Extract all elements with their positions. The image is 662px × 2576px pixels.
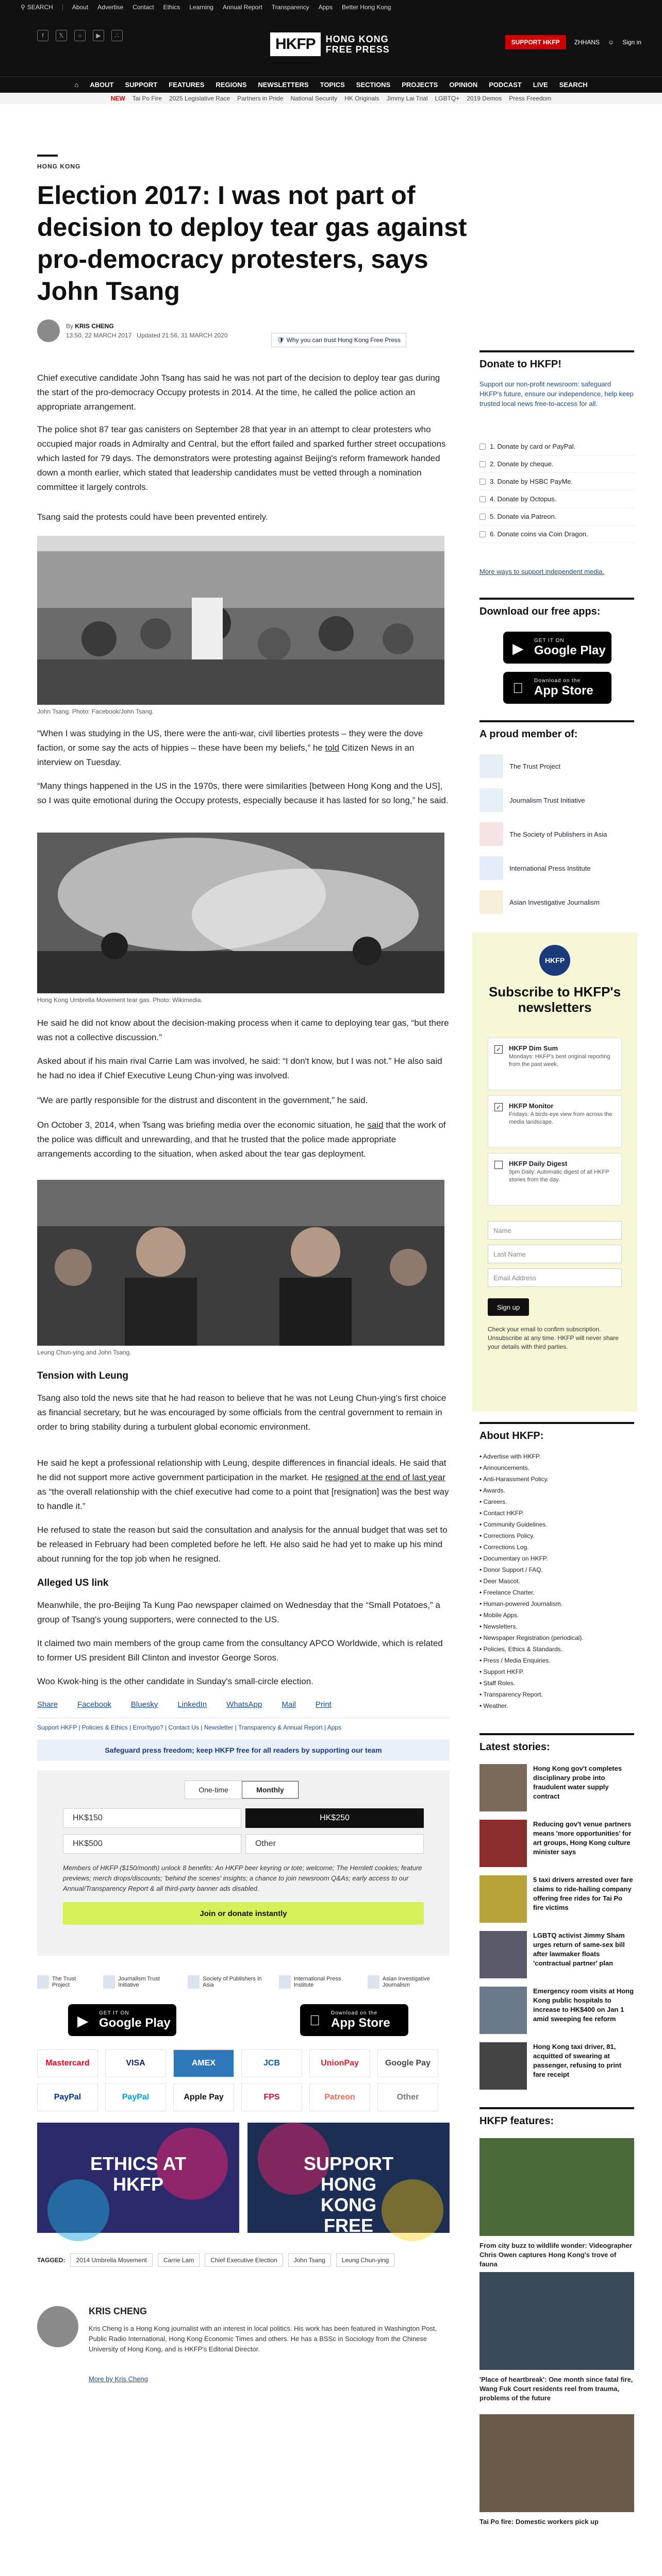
author-name[interactable]: KRIS CHENG <box>89 2306 147 2316</box>
topbar-link-advertise[interactable]: Advertise <box>97 4 124 11</box>
feature-story[interactable]: Tai Po fire: Domestic workers pick up <box>479 2414 634 2527</box>
story-thumbnail <box>479 1820 527 1867</box>
section-heading: Alleged US link <box>37 1578 109 1588</box>
article-paragraph: Tsang also told the news site that he had reason to believe that he was not Leung Chun-ying's first choice as financial secretary, but he was encouraged by some officials from the central government to remain in order to bring stability during a turbulent global economic environment. <box>37 1393 446 1432</box>
said-link[interactable]: said <box>367 1120 384 1130</box>
promo-support[interactable] <box>247 2123 450 2257</box>
member-trust-project[interactable]: The Trust Project <box>479 754 560 778</box>
share-facebook[interactable]: Facebook <box>77 1700 111 1709</box>
user-icon[interactable]: ☺ <box>608 39 615 46</box>
trending-link[interactable]: National Security <box>290 95 338 102</box>
about-link[interactable]: • Support HKFP. <box>479 1666 634 1677</box>
amount-option[interactable]: HK$150 <box>63 1808 241 1828</box>
newsletter-option[interactable]: ✓ HKFP Monitor Fridays: A birds-eye view from across the media landscape. <box>488 1095 622 1148</box>
about-link[interactable]: • Transparency Report. <box>479 1689 634 1700</box>
article-paragraph: He said he did not know about the decision-making process when it came to deploying tear gas, “but there was not a collective discussion.” <box>37 1018 449 1042</box>
app-store-button[interactable]: Download on the App Store <box>300 2004 408 2036</box>
photo-john-tsang <box>37 536 444 705</box>
story-thumbnail <box>479 1875 527 1923</box>
article-paragraph: The police shot 87 tear gas canisters on September 28 that year in an attempt to clear protesters who occupied major roads in Admiralty and Central, but the effort failed and sparked further street occupations which lasted for 79 days. The demonstrators were protesting against Beijing's reform framework handed down a month earlier, which stated that leadership candidates must be vetted through a nomination committee it largely controls. <box>37 425 446 492</box>
nav-features[interactable]: FEATURES <box>169 81 205 89</box>
nav-live[interactable]: LIVE <box>533 81 548 89</box>
share-bluesky[interactable]: Bluesky <box>130 1700 158 1709</box>
shield-icon: 🛡 <box>277 336 285 344</box>
share-print[interactable]: Print <box>315 1700 332 1709</box>
about-link[interactable]: • Policies, Ethics & Standards. <box>479 1643 634 1655</box>
amount-other[interactable]: Other <box>245 1834 424 1854</box>
topbar-link-apps[interactable]: Apps <box>318 4 333 11</box>
newsletter-option[interactable]: HKFP Daily Digest 9pm Daily: Automatic digest of all HKFP stories from the day. <box>488 1153 622 1206</box>
unionpay-icon: UnionPay <box>309 2049 370 2077</box>
trending-link[interactable]: HK Originals <box>344 95 379 102</box>
latest-story[interactable]: Hong Kong gov't completes disciplinary probe into fraudulent water supply contract <box>479 1764 634 1815</box>
article-paragraph: Tsang said the protests could have been prevented entirely. <box>37 512 268 522</box>
tag[interactable]: Chief Executive Election <box>205 2253 283 2267</box>
topbar-link-about[interactable]: About <box>72 4 89 11</box>
nav-regions[interactable]: REGIONS <box>216 81 247 89</box>
member-ipi[interactable]: International Press Institute <box>479 856 591 880</box>
frequency-monthly[interactable]: Monthly <box>242 1781 299 1799</box>
tag[interactable]: Carrie Lam <box>158 2253 200 2267</box>
facebook-icon[interactable]: f <box>37 30 48 41</box>
latest-story[interactable]: LGBTQ activist Jimmy Sham urges return of same-sex bill after lawmaker floats 'contractual partner' plan <box>479 1931 634 1981</box>
sidebar-rule <box>479 598 634 600</box>
byline: By KRIS CHENG 13:50, 22 MARCH 2017 Updated 21:56, 31 MARCH 2020 <box>37 319 228 342</box>
safeguard-banner[interactable]: Safeguard press freedom; keep HKFP free for all readers by supporting our team <box>37 1739 450 1761</box>
share-mail[interactable]: Mail <box>282 1700 296 1709</box>
article-paragraph: Meanwhile, the pro-Beijing Ta Kung Pao newspaper claimed on Wednesday that the “Small Potatoes,” a group of Tsang's young supporters, were connected to the US. <box>37 1600 440 1624</box>
partner-sopa[interactable]: Society of Publishers in Asia <box>188 1975 265 1989</box>
about-link[interactable]: • Awards. <box>479 1485 634 1496</box>
donate-intro[interactable]: Support our non-profit newsroom: safeguard HKFP's future, ensure our independence, help keep trusted local news free-to-access for all. <box>479 380 634 408</box>
about-heading: About HKFP: <box>479 1430 544 1442</box>
article-paragraph: He refused to state the reason but said the consultation and analysis for the annual budget that was set to be released in February had been completed before he left. He also said he had yet to make up his mind about running for the top job when he resigned. <box>37 1525 448 1564</box>
author-bio: Kris Cheng is a Hong Kong journalist with an interest in local politics. His work has been featured in Washington Post, Public Radio International, Hong Kong Economic Times and others. He has a BSSc in Sociology from the Chinese University of Hong Kong, and is HKFP's Editorial Director. <box>89 2325 437 2353</box>
sidebar-rule <box>479 350 634 352</box>
search-link[interactable]: ⚲ SEARCH <box>21 4 53 11</box>
language-switch[interactable]: ZHHANS <box>574 39 600 46</box>
about-link[interactable]: • Careers. <box>479 1496 634 1507</box>
author-name[interactable]: KRIS CHENG <box>75 323 114 330</box>
name-input[interactable]: Name <box>488 1221 622 1240</box>
about-link[interactable]: • Newsletters. <box>479 1621 634 1632</box>
brand-header <box>0 14 662 76</box>
latest-story[interactable]: Hong Kong taxi driver, 81, acquitted of swearing at passenger, refusing to print fare receipt <box>479 2042 634 2093</box>
sidebar-rule <box>479 2107 634 2109</box>
partner-trust-project[interactable]: The Trust Project <box>37 1975 90 1989</box>
latest-heading: Latest stories: <box>479 1741 550 1753</box>
visa-icon: VISA <box>105 2049 166 2077</box>
fps-icon: FPS <box>241 2083 302 2111</box>
hkfp-badge: HKFP <box>539 945 570 976</box>
donate-option[interactable]: 6. Donate coins via Coin Dragon. <box>479 526 634 543</box>
partner-logos <box>37 1975 450 1989</box>
trending-link[interactable]: 2025 Legislative Race <box>169 95 230 102</box>
photo-caption: Leung Chun-ying and John Tsang. <box>37 1349 131 1356</box>
email-input[interactable]: Email Address <box>488 1268 622 1287</box>
search-icon: ⚲ <box>21 4 25 11</box>
nav-projects[interactable]: PROJECTS <box>402 81 438 89</box>
section-heading: Tension with Leung <box>37 1370 128 1381</box>
trending-link[interactable]: Partners in Pride <box>237 95 284 102</box>
resigned-link[interactable]: resigned at the end of last year <box>325 1472 445 1482</box>
google-pay-icon: Google Pay <box>377 2049 438 2077</box>
member-heading: A proud member of: <box>479 728 578 740</box>
checkbox-checked[interactable]: ✓ <box>494 1103 503 1111</box>
site-logo[interactable] <box>270 29 392 60</box>
promo-title: SUPPORT HONG KONG FREE PRESS <box>303 2153 394 2257</box>
patreon-icon: Patreon <box>309 2083 370 2111</box>
top-utility-bar <box>0 0 662 14</box>
nav-opinion[interactable]: OPINION <box>449 81 478 89</box>
about-links <box>479 1451 634 1711</box>
nav-sections[interactable]: SECTIONS <box>356 81 391 89</box>
divider <box>62 4 63 10</box>
about-link[interactable]: • Deer Mascot. <box>479 1575 634 1587</box>
article-paragraph: “When I was studying in the US, there were the anti-war, civil liberties protests – they were the dove faction, or some say the acts of hippies – these have been my beliefs,” he told Citizen News in an interview on Tuesday. <box>37 728 423 767</box>
x-icon[interactable]: 𝕏 <box>56 30 67 41</box>
photo-caption: John Tsang. Photo: Facebook/John Tsang. <box>37 708 154 715</box>
promo-title: ETHICS AT HKFP <box>90 2153 186 2195</box>
frequency-toggle <box>185 1781 299 1799</box>
apple-pay-icon: Apple Pay <box>173 2083 234 2111</box>
main-nav <box>0 76 662 93</box>
about-link[interactable]: • Mobile Apps. <box>479 1609 634 1621</box>
article-paragraph: Asked about if his main rival Carrie Lam was involved, he said: “I don't know, but I was not.” He also said he had no idea if Chief Executive Leung Chun-ying was involved. <box>37 1056 442 1080</box>
tag[interactable]: John Tsang <box>288 2253 331 2267</box>
checkbox-checked[interactable]: ✓ <box>494 1045 503 1054</box>
share-linkedin[interactable]: LinkedIn <box>177 1700 207 1709</box>
sidebar-rule <box>479 720 634 722</box>
about-link[interactable]: • Press / Media Enquiries. <box>479 1655 634 1666</box>
publish-date: 13:50, 22 MARCH 2017 <box>66 332 132 339</box>
about-link[interactable]: • Corrections Log. <box>479 1541 634 1553</box>
about-link[interactable]: • Freelance Charter. <box>479 1587 634 1598</box>
features-heading: HKFP features: <box>479 2115 554 2127</box>
sidebar-google-play-button[interactable]: ▶ GET IT ON Google Play <box>503 632 611 664</box>
member-jti[interactable]: Journalism Trust Initiative <box>479 788 585 812</box>
about-link[interactable]: • Donor Support / FAQ. <box>479 1564 634 1575</box>
article-paragraph: Woo Kwok-hing is the other candidate in Sunday's small-circle election. <box>37 1676 313 1686</box>
trust-badge[interactable]: 🛡 Why you can trust Hong Kong Free Press <box>271 333 406 347</box>
topbar-link-contact[interactable]: Contact <box>133 4 154 11</box>
about-link[interactable]: • Staff Roles. <box>479 1677 634 1689</box>
nav-podcast[interactable]: PODCAST <box>489 81 522 89</box>
support-hkfp-button[interactable]: SUPPORT HKFP <box>505 35 566 49</box>
new-label: NEW <box>110 95 125 102</box>
article-paragraph: “Many things happened in the US in the 1970s, there were similarities [between Hong Kong and the US], so I was quite emotional during the Occupy protests, especially because it has lasted for so long,” he said. <box>37 781 449 805</box>
member-sopa[interactable]: The Society of Publishers in Asia <box>479 822 607 846</box>
article-paragraph: He said he kept a professional relationship with Leung, despite differences in financial ideals. He said that he did not support more active government participation in the market. He resigned at the end of last year as “the overall relationship with the chief executive had come to a point that [resignation] was the best way to handle it.” <box>37 1458 449 1511</box>
google-play-button[interactable]: ▶ GET IT ON Google Play <box>68 2004 176 2036</box>
topbar-link-transparency[interactable]: Transparency <box>271 4 309 11</box>
about-link[interactable]: • Contact HKFP. <box>479 1507 634 1519</box>
checkbox[interactable] <box>494 1161 503 1169</box>
paypal-icon: PayPal <box>37 2083 98 2111</box>
tag[interactable]: Leung Chun-ying <box>336 2253 394 2267</box>
mastercard-icon: Mastercard <box>37 2049 98 2077</box>
membership-note: Members of HKFP ($150/month) unlock 8 benefits: An HKFP beer keyring or tote; welcome; The Hemlett cookies; feature previews; merch drops/discounts; 'behind the scenes' insights; a chance to join newsroom Q&As; early access to our Annual/Transparency Report & all third-party banner ads disabled. <box>63 1864 422 1892</box>
topbar-link-annual-report[interactable]: Annual Report <box>222 4 262 11</box>
article-paragraph: It claimed two main members of the group came from the consultancy APCO Worldwide, which is related to former US president Bill Clinton and investor George Soros. <box>37 1638 443 1663</box>
about-link[interactable]: • Advertise with HKFP. <box>479 1451 634 1462</box>
about-link[interactable]: • Newspaper Registration (periodical). <box>479 1632 634 1643</box>
donate-option[interactable]: 4. Donate by Octopus. <box>479 490 634 508</box>
promo-ethics[interactable] <box>37 2123 239 2233</box>
told-link[interactable]: told <box>325 743 339 753</box>
donate-option[interactable]: 1. Donate by card or PayPal. <box>479 438 634 455</box>
author-avatar <box>37 319 60 342</box>
donate-options <box>479 438 634 543</box>
apple-icon <box>309 2012 320 2029</box>
sidebar-rule <box>479 1422 634 1424</box>
feature-story[interactable]: 'Place of heartbreak': One month since fatal fire, Wang Fuk Court residents reel from trauma, problems of the future <box>479 2272 634 2403</box>
donate-option[interactable]: 5. Donate via Patreon. <box>479 508 634 526</box>
last-name-input[interactable]: Last Name <box>488 1245 622 1263</box>
feature-image <box>479 2138 634 2236</box>
donate-widget <box>37 1770 450 1956</box>
more-by-author-link[interactable]: More by Kris Cheng <box>89 2375 148 2383</box>
apple-icon <box>512 680 523 697</box>
other-payment-icon: Other <box>377 2083 438 2111</box>
social-icons <box>37 30 123 41</box>
about-link[interactable]: • Weather. <box>479 1700 634 1711</box>
article-category[interactable]: HONG KONG <box>37 163 81 170</box>
share-button[interactable]: Share <box>37 1700 58 1709</box>
feature-image <box>479 2414 634 2512</box>
nav-support[interactable]: SUPPORT <box>125 81 158 89</box>
photo-tear-gas <box>37 833 444 993</box>
article-paragraph: “We are partly responsible for the distrust and discontent in the government,” he said. <box>37 1095 368 1105</box>
sign-up-button[interactable]: Sign up <box>488 1298 529 1316</box>
nav-about[interactable]: ABOUT <box>90 81 114 89</box>
newsletter-note: Check your email to confirm subscription. Unsubscribe at any time. HKFP will never share your details with third parties. <box>488 1326 619 1350</box>
google-play-icon: ▶ <box>512 640 524 656</box>
latest-story[interactable]: 5 taxi drivers arrested over fare claims to ride-hailing company offering free rides for Tai Po fire victims <box>479 1875 634 1926</box>
donate-option[interactable]: 3. Donate by HSBC PayMe. <box>479 473 634 490</box>
about-link[interactable]: • Announcements. <box>479 1462 634 1473</box>
donate-option[interactable]: 2. Donate by cheque. <box>479 455 634 473</box>
trending-link[interactable]: Press Freedom <box>509 95 552 102</box>
youtube-icon[interactable]: ▶ <box>93 30 104 41</box>
latest-story[interactable]: Reducing gov't venue partners means 'more opportunities' for art groups, Hong Kong culture minister says <box>479 1820 634 1870</box>
photo-caption: Hong Kong Umbrella Movement tear gas. Photo: Wikimedia. <box>37 996 203 1004</box>
nav-search[interactable]: SEARCH <box>559 81 588 89</box>
logo-words: HONG KONG FREE PRESS <box>325 34 390 55</box>
nav-topics[interactable]: TOPICS <box>320 81 345 89</box>
member-aij[interactable]: Asian Investigative Journalism <box>479 890 600 914</box>
about-link[interactable]: • Anti-Harassment Policy. <box>479 1473 634 1485</box>
rss-icon[interactable]: ∴ <box>111 30 123 41</box>
partner-jti[interactable]: Journalism Trust Initiative <box>103 1975 174 1989</box>
instagram-icon[interactable]: ○ <box>74 30 86 41</box>
tags-label: TAGGED: <box>37 2257 65 2264</box>
nav-home-icon[interactable]: ⌂ <box>74 81 79 89</box>
paypal-icon: PayPal <box>105 2083 166 2111</box>
sign-in-link[interactable]: Sign in <box>622 39 641 46</box>
article-paragraph: On October 3, 2014, when Tsang was briefing media over the economic situation, he said that the work of the police was difficult and unrewarding, and that he trusted that the police made appropriate arrangements according to the situation, when asked about the tear gas deployment. <box>37 1120 446 1159</box>
share-whatsapp[interactable]: WhatsApp <box>226 1700 262 1709</box>
about-link[interactable]: • Corrections Policy. <box>479 1530 634 1541</box>
story-thumbnail <box>479 1764 527 1811</box>
updated-date: Updated 21:56, 31 MARCH 2020 <box>137 332 228 339</box>
latest-story[interactable]: Emergency room visits at Hong Kong public hospitals to increase to HK$400 on Jan 1 amid sweeping fee reform <box>479 1987 634 2037</box>
photo-leung-tsang <box>37 1180 444 1346</box>
partner-ipi[interactable]: International Press Institute <box>279 1975 354 1989</box>
header-actions <box>505 35 641 49</box>
jcb-icon: JCB <box>241 2049 302 2077</box>
more-ways-link[interactable]: More ways to support independent media. <box>479 568 605 575</box>
story-thumbnail <box>479 1987 527 2034</box>
author-avatar <box>37 2306 78 2347</box>
topbar-link-learning[interactable]: Learning <box>189 4 213 11</box>
photo-image <box>37 536 444 705</box>
newsletter-title: Subscribe to HKFP's newsletters <box>488 984 621 1015</box>
payment-methods <box>37 2049 450 2111</box>
frequency-one-time[interactable]: One-time <box>198 1786 228 1794</box>
about-link[interactable]: • Community Guidelines. <box>479 1519 634 1530</box>
trending-link[interactable]: Tai Po Fire <box>132 95 162 102</box>
feature-image <box>479 2272 634 2370</box>
trending-link[interactable]: 2019 Demos <box>467 95 502 102</box>
topbar-link-ethics[interactable]: Ethics <box>163 4 180 11</box>
apps-heading: Download our free apps: <box>479 606 601 617</box>
amount-option-selected[interactable]: HK$250 <box>245 1808 424 1828</box>
story-thumbnail <box>479 1931 527 1978</box>
footer-links-row[interactable]: Support HKFP | Policies & Ethics | Error/typo? | Contact Us | Newsletter | Transparency & Annual Report | Apps <box>37 1724 342 1731</box>
google-play-icon: ▶ <box>77 2013 89 2029</box>
nav-newsletters[interactable]: NEWSLETTERS <box>258 81 309 89</box>
trending-bar <box>0 93 662 104</box>
amex-icon: AMEX <box>173 2049 234 2077</box>
kicker-rule <box>37 155 58 157</box>
sidebar-rule <box>479 1733 634 1735</box>
amount-option[interactable]: HK$500 <box>63 1834 241 1854</box>
logo-mark: HKFP <box>270 32 321 56</box>
about-link[interactable]: • Human-powered Journalism. <box>479 1598 634 1609</box>
donate-heading: Donate to HKFP! <box>479 359 561 370</box>
feature-story[interactable]: From city buzz to wildlife wonder: Videographer Chris Owen captures Hong Kong's trove of fauna <box>479 2138 634 2269</box>
topbar-link-better-hk[interactable]: Better Hong Kong <box>341 4 391 11</box>
article-headline: Election 2017: I was not part of decision to deploy tear gas against pro-democracy protesters, says John Tsang <box>37 181 467 306</box>
about-link[interactable]: • Documentary on HKFP. <box>479 1553 634 1564</box>
partner-aij[interactable]: Asian Investigative Journalism <box>368 1975 450 1989</box>
trending-link[interactable]: Jimmy Lai Trial <box>386 95 428 102</box>
join-donate-button[interactable]: Join or donate instantly <box>63 1902 424 1925</box>
newsletter-signup <box>472 933 637 1412</box>
newsletter-option[interactable]: ✓ HKFP Dim Sum Mondays: HKFP's best original reporting from the past week. <box>488 1038 622 1090</box>
tag[interactable]: 2014 Umbrella Movement <box>70 2253 152 2267</box>
photo-image <box>37 1180 444 1346</box>
trending-link[interactable]: LGBTQ+ <box>435 95 460 102</box>
article-paragraph: Chief executive candidate John Tsang has said he was not part of the decision to deploy tear gas during the start of the pro-democracy Occupy protests in 2014. At the time, he called the police action an appropriate arrangement. <box>37 373 440 412</box>
article-tags <box>37 2253 450 2267</box>
story-thumbnail <box>479 2042 527 2090</box>
sidebar-app-store-button[interactable]: Download on the App Store <box>503 672 611 704</box>
photo-image <box>37 833 444 993</box>
share-row <box>37 1700 332 1709</box>
